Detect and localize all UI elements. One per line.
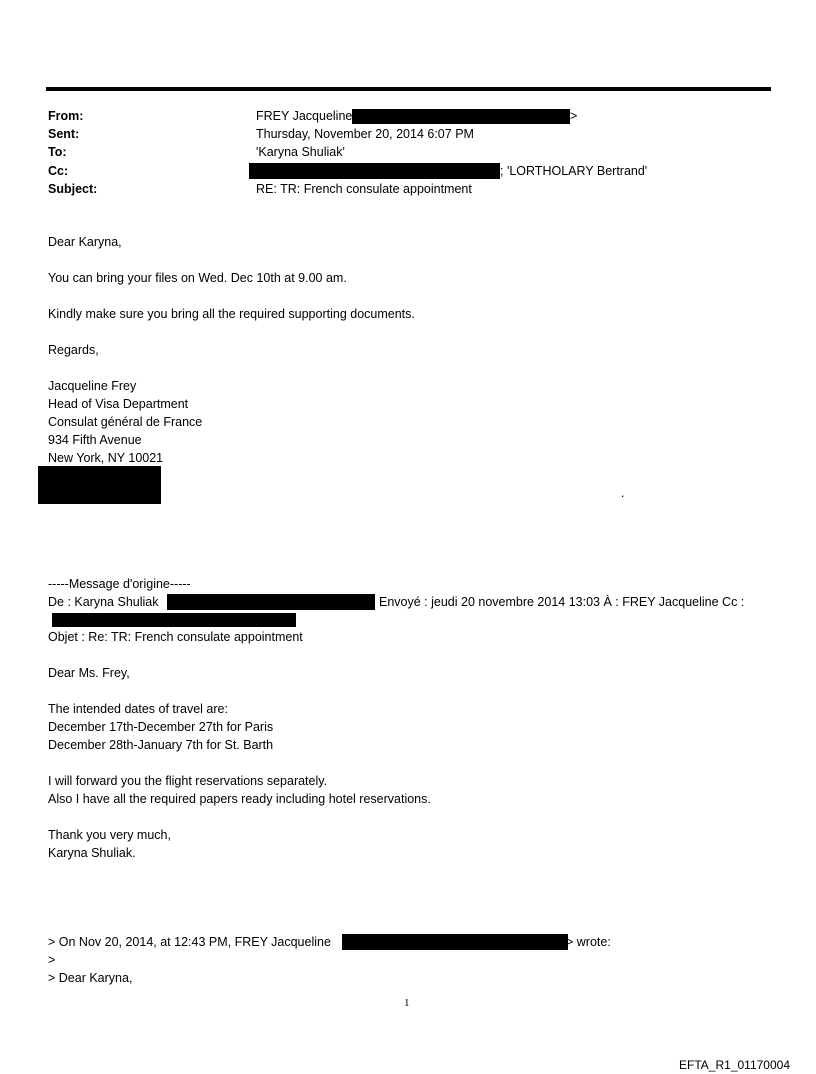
original-line: Karyna Shuliak.: [48, 846, 136, 860]
signature-line: New York, NY 10021: [48, 451, 164, 465]
original-line: Thank you very much,: [48, 828, 171, 842]
redaction-box: [342, 934, 568, 950]
from-label: From:: [48, 109, 84, 123]
to-label: To:: [48, 145, 67, 159]
redaction-box: [52, 613, 296, 627]
quoted-greeting: > Dear Karyna,: [48, 971, 133, 985]
stray-dot: .: [621, 486, 625, 500]
page-number: 1: [404, 997, 410, 1009]
body-paragraph: You can bring your files on Wed. Dec 10th at 9.00 am.: [48, 271, 347, 285]
subject-label: Subject:: [48, 182, 98, 196]
subject-value: RE: TR: French consulate appointment: [256, 182, 472, 196]
original-line: Also I have all the required papers ready including hotel reservations.: [48, 792, 431, 806]
redaction-box: [167, 594, 375, 610]
redaction-box: [38, 466, 161, 504]
signature-line: Head of Visa Department: [48, 397, 189, 411]
redaction-box: [352, 109, 570, 124]
de-line-end: Envoyé : jeudi 20 novembre 2014 13:03 À : FREY Jacqueline Cc :: [379, 595, 745, 609]
original-line: I will forward you the flight reservations separately.: [48, 774, 328, 788]
signature-line: Consulat général de France: [48, 415, 203, 429]
cc-value: ; 'LORTHOLARY Bertrand': [500, 164, 648, 178]
closing: Regards,: [48, 343, 99, 357]
signature-line: 934 Fifth Avenue: [48, 433, 142, 447]
signature-line: Jacqueline Frey: [48, 379, 137, 393]
de-line-start: De : Karyna Shuliak: [48, 595, 159, 609]
sent-label: Sent:: [48, 127, 80, 141]
body-paragraph: Kindly make sure you bring all the required supporting documents.: [48, 307, 415, 321]
sent-value: Thursday, November 20, 2014 6:07 PM: [256, 127, 474, 141]
original-line: The intended dates of travel are:: [48, 702, 228, 716]
original-line: December 17th-December 27th for Paris: [48, 720, 274, 734]
header-rule: [46, 87, 771, 91]
quoted-on-start: > On Nov 20, 2014, at 12:43 PM, FREY Jacqueline: [48, 935, 331, 949]
to-value: 'Karyna Shuliak': [256, 145, 345, 159]
redaction-box: [249, 163, 500, 179]
greeting: Dear Karyna,: [48, 235, 122, 249]
from-suffix: >: [570, 109, 578, 123]
objet-line: Objet : Re: TR: French consulate appointment: [48, 630, 303, 644]
from-value: FREY Jacqueline: [256, 109, 353, 123]
message-separator: -----Message d'origine-----: [48, 577, 191, 591]
quoted-on-end: > wrote:: [566, 935, 611, 949]
quoted-blank: >: [48, 953, 56, 967]
document-id: EFTA_R1_01170004: [679, 1058, 790, 1072]
cc-label: Cc:: [48, 164, 69, 178]
original-greeting: Dear Ms. Frey,: [48, 666, 130, 680]
original-line: December 28th-January 7th for St. Barth: [48, 738, 274, 752]
